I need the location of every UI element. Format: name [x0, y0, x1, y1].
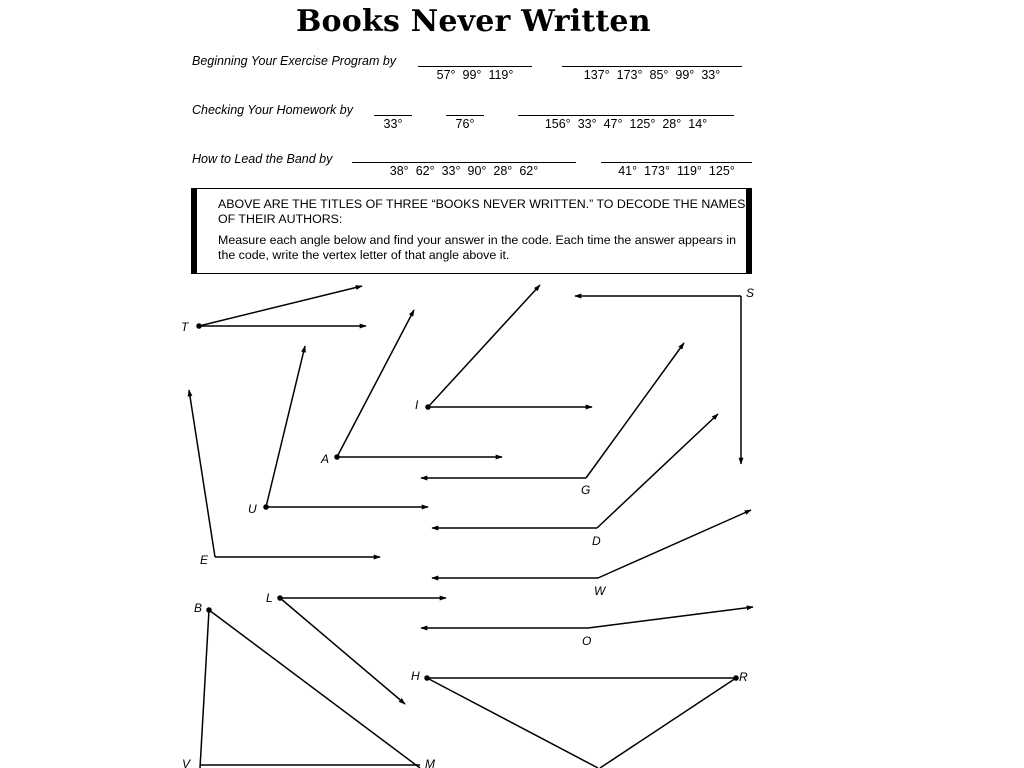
code-angle: 62° [415, 164, 435, 178]
code-angle: 33° [441, 164, 461, 178]
code-angle: 99° [675, 68, 695, 82]
vertex-label-a: A [321, 452, 330, 466]
code-angle: 33° [701, 68, 721, 82]
angle-a [335, 310, 502, 459]
vertex-label-s: S [746, 286, 755, 300]
angle-i [426, 285, 592, 409]
code-angle: 33° [383, 117, 403, 131]
code-angle: 173° [616, 68, 643, 82]
angle-o [421, 607, 753, 628]
vertex-label-u: U [248, 502, 257, 516]
code-angle: 125° [629, 117, 656, 131]
code-angle: 137° [583, 68, 610, 82]
code-angle: 28° [662, 117, 682, 131]
code-angle: 57° [436, 68, 456, 82]
angle-d [432, 414, 718, 528]
vertex-label-h: H [411, 669, 420, 683]
vertex-label-g: G [581, 483, 591, 497]
vertex-label-t: T [181, 320, 189, 334]
vertex-label-o: O [582, 634, 592, 648]
instructions-heading: ABOVE ARE THE TITLES OF THREE “BOOKS NEVER WRITTEN.” TO DECODE THE NAMES OF THEIR AUTHORS: [218, 197, 746, 226]
angle-hr [425, 676, 738, 768]
book-title-3: How to Lead the Band by [192, 152, 333, 166]
vertex-label-r: R [739, 670, 748, 684]
vertex-label-d: D [592, 534, 601, 548]
vertex-label-e: E [200, 553, 209, 567]
code-angle: 33° [577, 117, 597, 131]
vertex-label-w: W [594, 584, 606, 598]
vertex-label-v: V [182, 757, 191, 768]
code-angle: 76° [455, 117, 475, 131]
vertex-label-i: I [415, 398, 419, 412]
code-angle: 85° [649, 68, 669, 82]
worksheet-title: Books Never Written [296, 4, 651, 39]
code-angle: 28° [493, 164, 513, 178]
angle-t [197, 286, 366, 328]
code-angle: 62° [519, 164, 539, 178]
code-angle: 47° [603, 117, 623, 131]
vertex-label-l: L [266, 591, 273, 605]
code-angle: 173° [644, 164, 670, 178]
code-angle: 119° [488, 68, 514, 82]
angle-e [189, 390, 380, 557]
code-angle: 90° [467, 164, 487, 178]
code-angle: 14° [688, 117, 708, 131]
angle-u [264, 346, 428, 509]
vertex-label-b: B [194, 601, 203, 615]
angle-l [278, 596, 446, 704]
code-angle: 99° [462, 68, 482, 82]
code-angle: 119° [676, 164, 702, 178]
vertex-label-m: M [425, 757, 435, 768]
code-angle: 38° [389, 164, 409, 178]
code-angle: 41° [618, 164, 638, 178]
book-title-1: Beginning Your Exercise Program by [192, 54, 397, 68]
code-angle: 156° [544, 117, 571, 131]
instructions-body: Measure each angle below and find your answer in the code. Each time the answer appears in the code, write the vertex letter of that angle above it. [218, 233, 736, 262]
book-title-2: Checking Your Homework by [192, 103, 353, 117]
code-angle: 125° [708, 164, 735, 178]
